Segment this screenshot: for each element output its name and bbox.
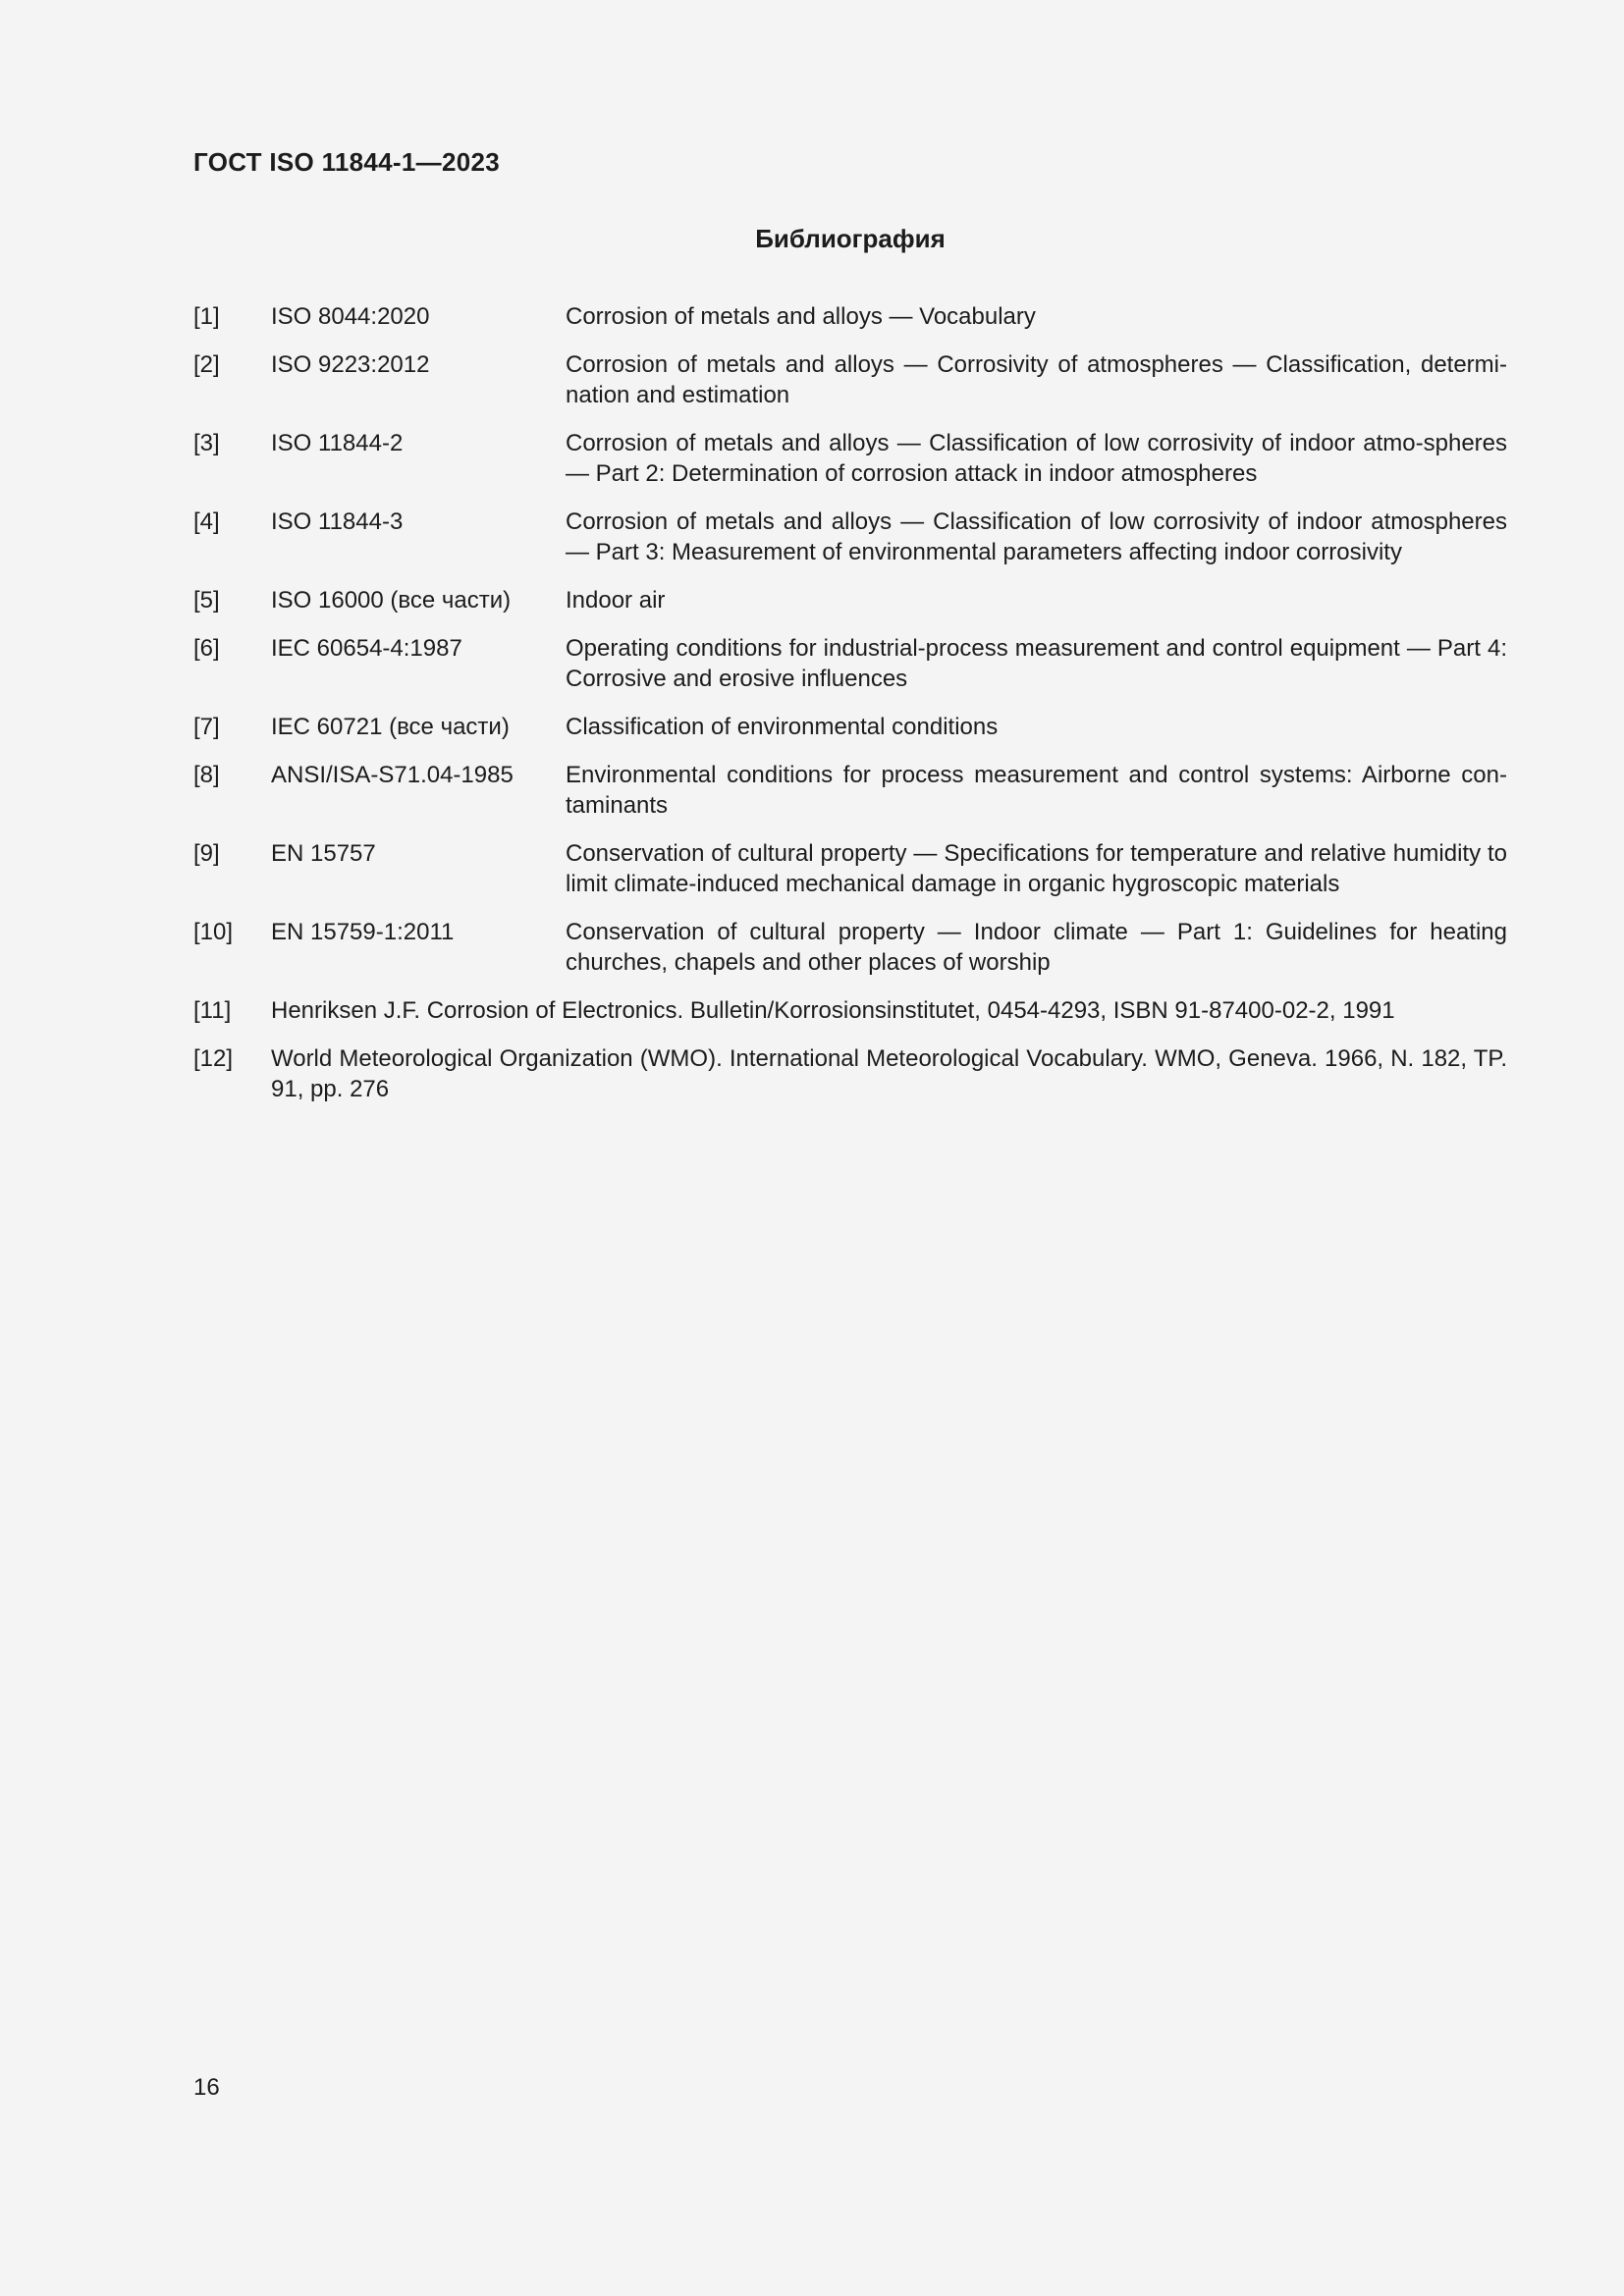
entry-title: Corrosion of metals and alloys — Classification of low corrosivity of indoor atmospheres — Part 3: Measurement of environmental parameters affecting indoor corrosivity (566, 508, 1507, 565)
bibliography-entry (193, 428, 1507, 489)
entry-title: Indoor air (566, 587, 666, 614)
page-number: 16 (193, 2074, 220, 2101)
entry-title: Corrosion of metals and alloys — Corrosivity of atmospheres — Classification, determi-nation and estimation (566, 351, 1507, 408)
entry-number: [2] (193, 351, 220, 378)
bibliography-title: Библиография (755, 224, 946, 253)
entry-title: Conservation of cultural property — Specifications for temperature and relative humidity to limit climate-induced mechanical damage in organic hygroscopic materials (566, 840, 1507, 897)
bibliography-entry (193, 585, 1507, 615)
entry-standard-code: ISO 11844-2 (271, 430, 404, 456)
bibliography-entry (193, 917, 1507, 978)
entry-standard-code: EN 15759-1:2011 (271, 919, 455, 945)
entry-standard-code: IEC 60721 (все части) (271, 714, 510, 740)
entry-title: Classification of environmental conditions (566, 714, 999, 740)
entry-number: [5] (193, 587, 220, 614)
entry-standard-code: ISO 16000 (все части) (271, 587, 512, 614)
entry-number: [12] (193, 1045, 234, 1072)
entry-number: [9] (193, 840, 220, 867)
entry-title: Conservation of cultural property — Indoor climate — Part 1: Guidelines for heating churches, chapels and other places of worship (566, 919, 1507, 976)
bibliography-entry (193, 349, 1507, 410)
entry-number: [4] (193, 508, 220, 535)
bibliography-entry (193, 633, 1507, 694)
entry-number: [6] (193, 635, 220, 662)
entry-full-citation: Henriksen J.F. Corrosion of Electronics. Bulletin/Korrosionsinstitutet, 0454-4293, ISBN 91-87400-02-2, 1991 (271, 997, 1395, 1024)
entry-number: [10] (193, 919, 234, 945)
bibliography-entry (193, 1043, 1507, 1104)
entry-standard-code: ISO 8044:2020 (271, 303, 430, 330)
entry-number: [3] (193, 430, 220, 456)
entry-standard-code: ISO 11844-3 (271, 508, 404, 535)
bibliography-entry (193, 995, 1507, 1026)
entry-title: Corrosion of metals and alloys — Vocabulary (566, 303, 1036, 330)
entry-number: [11] (193, 997, 232, 1024)
bibliography-list (193, 301, 1507, 1122)
entry-number: [7] (193, 714, 220, 740)
entry-title: Environmental conditions for process measurement and control systems: Airborne con-taminants (566, 762, 1507, 819)
document-code-header: ГОСТ ISO 11844-1—2023 (193, 147, 500, 177)
bibliography-entry (193, 712, 1507, 742)
entry-full-citation: World Meteorological Organization (WMO). International Meteorological Vocabulary. WMO, Geneva. 1966, N. 182, TP. 91, pp. 276 (271, 1045, 1507, 1102)
bibliography-entry (193, 507, 1507, 567)
entry-title: Corrosion of metals and alloys — Classification of low corrosivity of indoor atmo-spheres — Part 2: Determination of corrosion attack in indoor atmospheres (566, 430, 1507, 487)
entry-standard-code: ISO 9223:2012 (271, 351, 430, 378)
entry-number: [1] (193, 303, 220, 330)
bibliography-entry (193, 838, 1507, 899)
bibliography-entry (193, 760, 1507, 821)
entry-standard-code: EN 15757 (271, 840, 376, 867)
entry-standard-code: IEC 60654-4:1987 (271, 635, 462, 662)
bibliography-entry (193, 301, 1507, 332)
entry-number: [8] (193, 762, 220, 788)
entry-standard-code: ANSI/ISA-S71.04-1985 (271, 762, 514, 788)
entry-title: Operating conditions for industrial-process measurement and control equipment — Part 4: Corrosive and erosive influences (566, 635, 1507, 692)
